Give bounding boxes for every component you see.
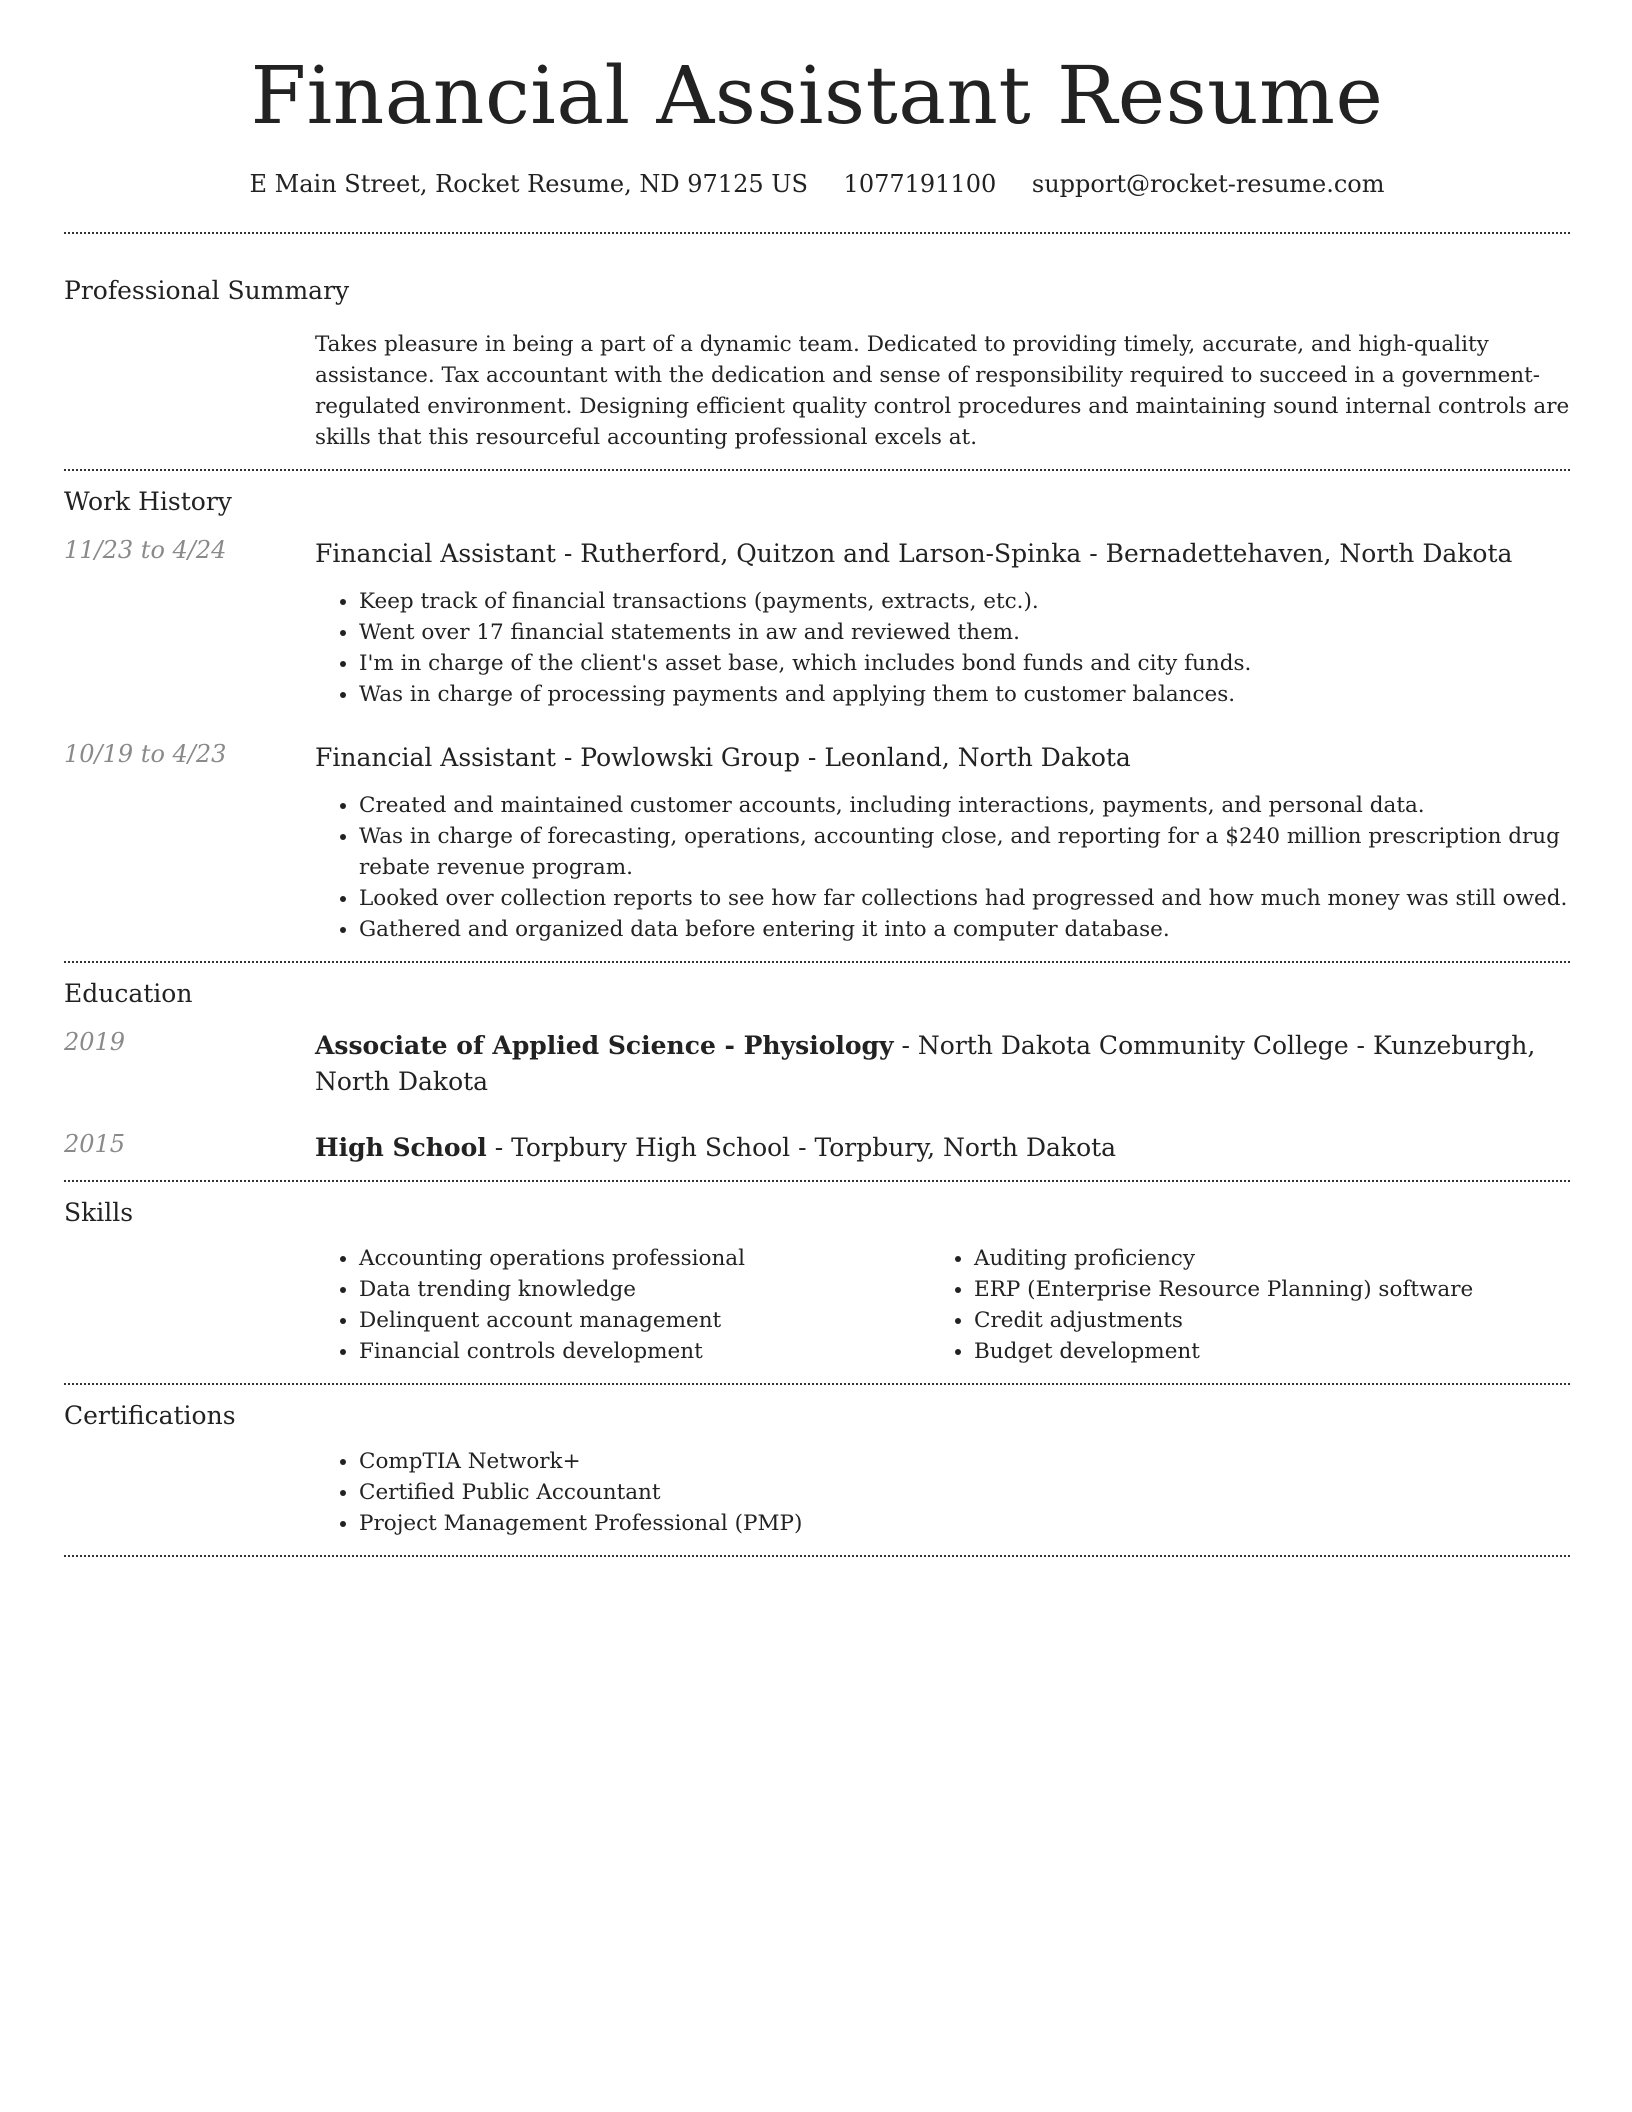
skills-list-right [930, 1243, 1545, 1367]
divider [64, 232, 1570, 234]
section-title-summary: Professional Summary [64, 276, 350, 305]
resume-title: Financial Assistant Resume [250, 49, 1384, 142]
education-degree: Associate of Applied Science - Physiology [315, 1031, 894, 1060]
skill-item: • Accounting operations professional [359, 1243, 930, 1274]
job-details: - Powlowski Group - Leonland, North Dakota [555, 743, 1131, 772]
divider [64, 961, 1570, 963]
job-heading [315, 740, 1570, 776]
section-title-education: Education [64, 979, 193, 1008]
list-item: • Created and maintained customer accounts, including interactions, payments, and personal data. [359, 790, 1570, 821]
divider [64, 1383, 1570, 1385]
list-item: • Looked over collection reports to see how far collections had progressed and how much money was still owed. [359, 883, 1570, 914]
job-dates: 10/19 to 4/23 [64, 740, 227, 768]
certification-item: • CompTIA Network+ [359, 1446, 1570, 1477]
skill-item: • ERP (Enterprise Resource Planning) software [974, 1274, 1545, 1305]
job-bullets [315, 790, 1570, 945]
job-role: Financial Assistant [315, 539, 556, 568]
job-entry [64, 536, 1570, 710]
certification-item: • Certified Public Accountant [359, 1477, 1570, 1508]
education-heading [315, 1130, 1570, 1166]
job-details: - Rutherford, Quitzon and Larson-Spinka - Bernadettehaven, North Dakota [555, 539, 1513, 568]
education-section [64, 979, 1570, 1166]
section-title-certifications: Certifications [64, 1401, 236, 1430]
education-degree: High School [315, 1133, 487, 1162]
contact-email: support@rocket-resume.com [1031, 170, 1385, 198]
list-item: • Keep track of financial transactions (payments, extracts, etc.). [359, 586, 1570, 617]
certification-item: • Project Management Professional (PMP) [359, 1508, 1570, 1539]
job-role: Financial Assistant [315, 743, 556, 772]
job-entry [64, 740, 1570, 945]
skills-columns [315, 1243, 1570, 1367]
education-year: 2015 [64, 1130, 126, 1158]
education-details: - Torpbury High School - Torpbury, North Dakota [486, 1133, 1117, 1162]
skill-item: • Financial controls development [359, 1336, 930, 1367]
job-dates: 11/23 to 4/24 [64, 536, 227, 564]
education-year: 2019 [64, 1028, 126, 1056]
education-heading [315, 1028, 1570, 1100]
section-title-skills: Skills [64, 1198, 134, 1227]
education-entry [64, 1130, 1570, 1166]
summary-section [64, 276, 1570, 453]
certifications-list [315, 1446, 1570, 1539]
work-section [64, 487, 1570, 945]
list-item: • Was in charge of forecasting, operations, accounting close, and reporting for a $240 million prescription drug rebate revenue program. [359, 821, 1570, 883]
education-details: - North Dakota Community College - Kunzeburgh, North Dakota [315, 1031, 1536, 1096]
skill-item: • Credit adjustments [974, 1305, 1545, 1336]
job-bullets [315, 586, 1570, 710]
resume-page [64, 0, 1570, 1557]
list-item: • I'm in charge of the client's asset base, which includes bond funds and city funds. [359, 648, 1570, 679]
section-title-work: Work History [64, 487, 232, 516]
skill-item: • Auditing proficiency [974, 1243, 1545, 1274]
certifications-section [64, 1401, 1570, 1539]
skills-list-left [315, 1243, 930, 1367]
skill-item: • Delinquent account management [359, 1305, 930, 1336]
summary-text: Takes pleasure in being a part of a dynamic team. Dedicated to providing timely, accurate, and high-quality assistance. Tax accountant with the dedication and sense of responsibility required to succeed in a government-regulated environment. Designing efficient quality control procedures and maintaining sound internal controls are skills that this resourceful accounting professional excels at. [315, 332, 1570, 450]
contact-address: E Main Street, Rocket Resume, ND 97125 US [249, 170, 808, 198]
divider [64, 469, 1570, 471]
list-item: • Was in charge of processing payments and applying them to customer balances. [359, 679, 1570, 710]
contact-line [64, 170, 1570, 198]
list-item: • Went over 17 financial statements in aw and reviewed them. [359, 617, 1570, 648]
divider [64, 1180, 1570, 1182]
skill-item: • Budget development [974, 1336, 1545, 1367]
divider [64, 1555, 1570, 1557]
list-item: • Gathered and organized data before entering it into a computer database. [359, 914, 1570, 945]
education-entry [64, 1028, 1570, 1100]
skill-item: • Data trending knowledge [359, 1274, 930, 1305]
contact-phone: 1077191100 [843, 170, 997, 198]
skills-section [64, 1198, 1570, 1367]
job-heading [315, 536, 1570, 572]
